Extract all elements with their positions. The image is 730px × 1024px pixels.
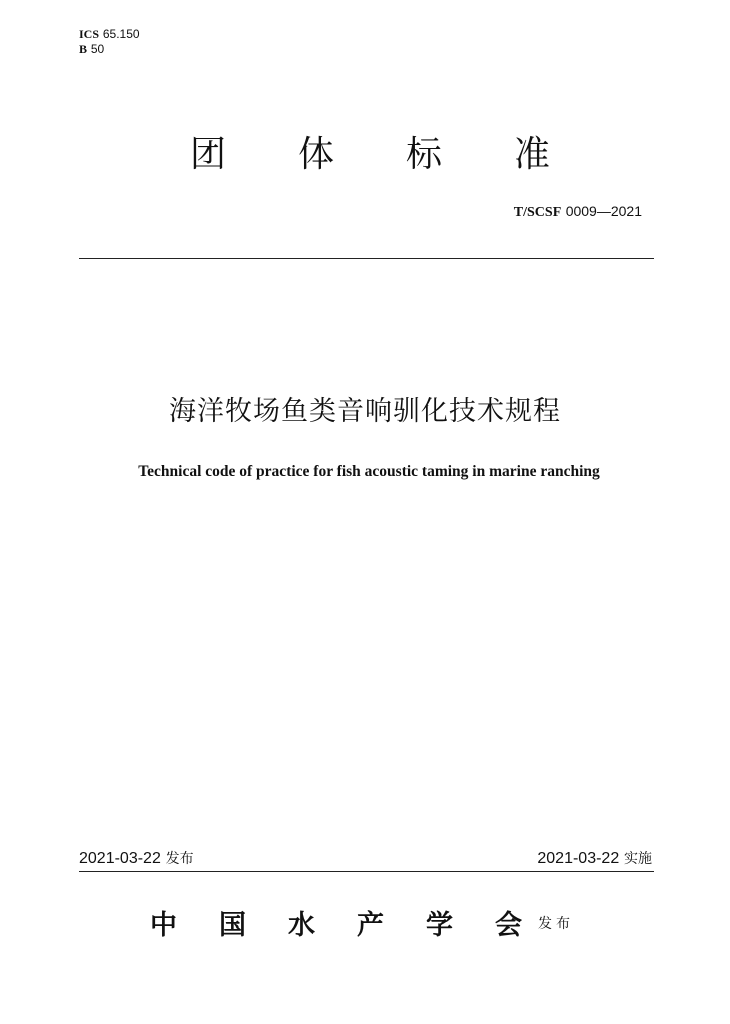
issue-date-block	[79, 848, 194, 869]
title-english: Technical code of practice for fish acoustic taming in marine ranching	[138, 463, 600, 480]
publisher-suffix: 发布	[538, 916, 574, 932]
publisher-name	[150, 902, 522, 942]
publisher-char: 中	[150, 909, 177, 941]
title-chinese: 海洋牧场鱼类音响驯化技术规程	[169, 396, 561, 427]
issue-label: 发布	[165, 851, 194, 867]
standard-number	[514, 202, 642, 222]
standard-type-heading	[190, 132, 550, 178]
standard-number-prefix: T/SCSF	[513, 205, 562, 220]
ics-code: 65.150	[102, 27, 140, 41]
implement-date: 2021-03-22	[537, 850, 620, 867]
standard-number-value: 0009—2021	[565, 203, 642, 219]
ics-classification	[79, 27, 140, 41]
ics-label: ICS	[79, 27, 100, 41]
header-divider	[79, 258, 654, 259]
standard-type-char: 准	[513, 134, 550, 175]
standard-type-char: 标	[405, 134, 442, 175]
ccs-code: 50	[90, 42, 105, 56]
standard-type-char: 团	[190, 134, 227, 175]
footer-divider	[79, 871, 654, 872]
issue-date: 2021-03-22	[79, 850, 161, 867]
implement-date-block	[537, 848, 652, 869]
publisher-char: 水	[288, 909, 315, 941]
publisher-char: 产	[357, 909, 384, 941]
publisher-char: 学	[426, 909, 453, 941]
standard-type-char: 体	[297, 134, 334, 175]
ccs-label: B	[79, 42, 88, 56]
implement-label: 实施	[624, 851, 652, 867]
publisher-char: 国	[219, 909, 246, 941]
ccs-classification	[79, 42, 104, 56]
publisher-char: 会	[495, 909, 522, 941]
